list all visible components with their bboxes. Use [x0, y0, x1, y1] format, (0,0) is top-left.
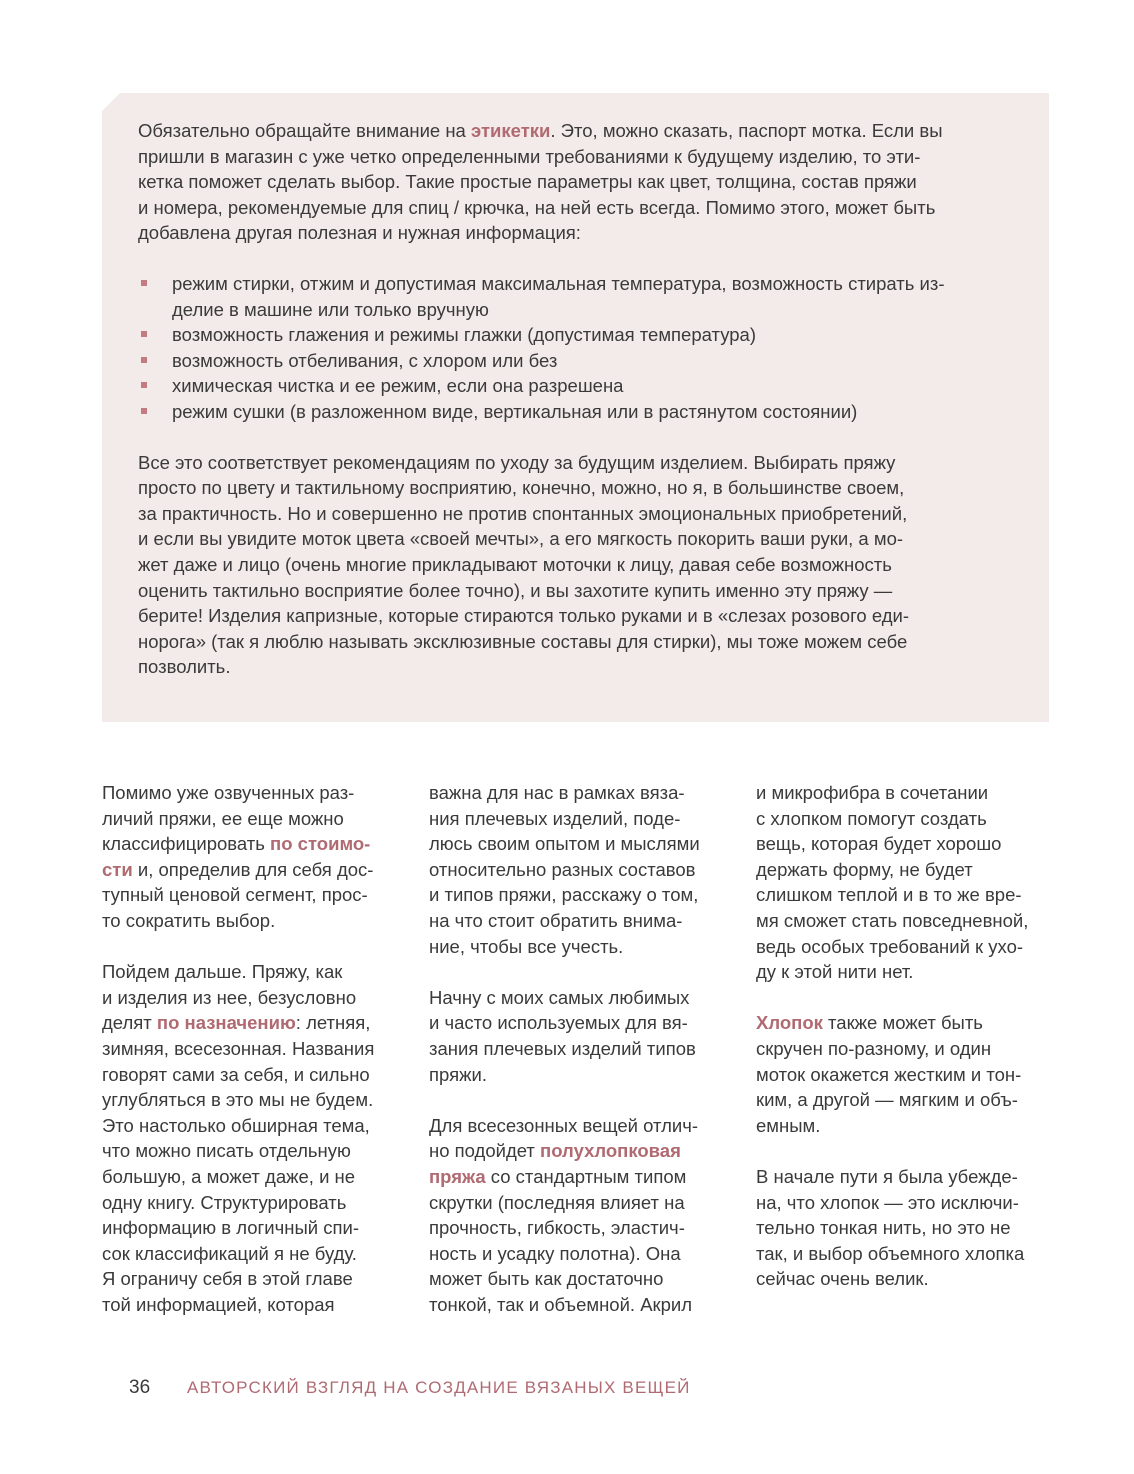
text-line: [756, 1164, 1056, 1190]
text-run: . Это, можно сказать, паспорт мотка. Если вы: [550, 120, 943, 141]
text-run: пришли в магазин с уже четко определенными требованиями к будущему изделию, то эти-: [138, 145, 921, 167]
label-info-list: [138, 271, 1018, 425]
text-line: [138, 118, 1018, 144]
text-line: за практичность. Но и совершенно не против спонтанных эмоциональных приобретений,: [138, 502, 908, 524]
list-item-text: возможность отбеливания, с хлором или без: [172, 349, 558, 371]
text-line: [756, 1036, 1056, 1062]
text-line: [429, 1036, 729, 1062]
list-item-text: возможность глажения и режимы глажки (допустимая температура): [172, 324, 756, 346]
text-line: [102, 908, 402, 934]
text-line: [429, 1164, 729, 1190]
text-line: [429, 831, 729, 857]
text-line: [429, 1292, 729, 1318]
text-line: [138, 195, 1018, 221]
text-run: так, и выбор объемного хлопка: [756, 1242, 1025, 1264]
running-title: АВТОРСКИЙ ВЗГЛЯД НА СОЗДАНИЕ ВЯЗАНЫХ ВЕЩЕЙ: [187, 1378, 691, 1397]
list-item: [138, 322, 1018, 348]
paragraph: [756, 780, 1056, 985]
highlighted-term: Хлопок: [756, 1012, 823, 1034]
text-line: [102, 1113, 402, 1139]
highlighted-term: пряжа: [429, 1165, 486, 1187]
text-line: [756, 1087, 1056, 1113]
text-line: [756, 1190, 1056, 1216]
text-run: ность и усадку полотна). Она: [429, 1242, 681, 1264]
text-line: [429, 985, 729, 1011]
text-run: Пойдем дальше. Пряжу, как: [102, 961, 343, 983]
text-line: норога» (так я люблю называть эксклюзивные составы для стирки), мы тоже можем себе: [138, 630, 908, 652]
list-item: [138, 399, 1018, 425]
text-run: Для всесезонных вещей отлич-: [429, 1114, 699, 1136]
text-line: [429, 857, 729, 883]
text-line: [138, 220, 1018, 246]
highlighted-term: по стоимо-: [270, 833, 371, 855]
text-run: сейчас очень велик.: [756, 1268, 929, 1290]
text-run: на что стоит обратить внима-: [429, 909, 683, 931]
list-item-text: делие в машине или только вручную: [172, 298, 489, 320]
text-line: и если вы увидите моток цвета «своей мечты», а его мягкость покорить ваши руки, а мо-: [138, 528, 904, 550]
list-item: [138, 348, 1018, 374]
paragraph: [756, 1010, 1056, 1138]
text-run: : летняя,: [295, 1012, 371, 1034]
text-run: тупный ценовой сегмент, прос-: [102, 884, 368, 906]
text-run: той информацией, которая: [102, 1293, 335, 1315]
text-run: В начале пути я была убежде-: [756, 1165, 1018, 1187]
box-outro-paragraph: [138, 450, 1018, 680]
text-line: [756, 1010, 1056, 1036]
text-line: [102, 1036, 402, 1062]
text-line: [102, 1087, 402, 1113]
text-line: [756, 1113, 1056, 1139]
text-run: ния плечевых изделий, поде-: [429, 807, 681, 829]
text-line: [102, 806, 402, 832]
text-run: большую, а может даже, и не: [102, 1165, 356, 1187]
text-line: Все это соответствует рекомендациям по уходу за будущим изделием. Выбирать пряжу: [138, 451, 896, 473]
text-run: информацию в логичный спи-: [102, 1217, 360, 1239]
text-run: ду к этой нити нет.: [756, 961, 914, 983]
text-line: [429, 908, 729, 934]
text-line: [102, 882, 402, 908]
text-run: и типов пряжи, расскажу о том,: [429, 884, 699, 906]
text-line: [756, 934, 1056, 960]
text-run: углубляться в это мы не будем.: [102, 1089, 374, 1111]
paragraph: [429, 780, 729, 959]
text-run: личий пряжи, ее еще можно: [102, 807, 344, 829]
text-line: [138, 144, 1018, 170]
text-run: и номера, рекомендуемые для спиц / крючка, на ней есть всегда. Помимо этого, может быть: [138, 196, 936, 218]
text-line: [756, 806, 1056, 832]
text-line: [756, 1241, 1056, 1267]
text-run: то сократить выбор.: [102, 909, 276, 931]
text-column-1: [102, 780, 402, 1317]
text-line: [756, 882, 1056, 908]
highlighted-term: этикетки: [471, 120, 551, 141]
text-run: прочность, гибкость, эластич-: [429, 1217, 685, 1239]
text-run: тонкой, так и объемной. Акрил: [429, 1293, 693, 1315]
text-line: [756, 857, 1056, 883]
text-line: просто по цвету и тактильному восприятию, конечно, можно, но я, в большинстве своем,: [138, 477, 905, 499]
text-run: делят: [102, 1012, 157, 1034]
text-run: и, определив для себя дос-: [132, 858, 374, 880]
highlighted-term: по назначению: [156, 1012, 296, 1034]
text-run: добавлена другая полезная и нужная информация:: [138, 222, 581, 244]
text-line: позволить.: [138, 656, 231, 678]
highlighted-term: полухлопковая: [540, 1140, 681, 1162]
text-line: [429, 1113, 729, 1139]
text-run: мя сможет стать повседневной,: [756, 909, 1029, 931]
text-column-2: [429, 780, 729, 1317]
text-run: и часто используемых для вя-: [429, 1012, 688, 1034]
text-line: берите! Изделия капризные, которые стираются только руками и в «слезах розового еди-: [138, 605, 910, 627]
paragraph: [102, 780, 402, 934]
text-line: [756, 1266, 1056, 1292]
text-line: [756, 831, 1056, 857]
text-line: [429, 1010, 729, 1036]
text-run: говорят сами за себя, и сильно: [102, 1063, 370, 1085]
text-line: оценить тактильно восприятие более точно), и вы захотите купить именно эту пряжу —: [138, 579, 893, 601]
text-line: [429, 1062, 729, 1088]
paragraph: [429, 1113, 729, 1318]
text-line: [102, 985, 402, 1011]
text-run: классифицировать: [102, 833, 271, 855]
text-line: [429, 1138, 729, 1164]
text-line: [429, 1190, 729, 1216]
text-run: что можно писать отдельную: [102, 1140, 351, 1162]
text-run: держать форму, не будет: [756, 858, 973, 880]
text-line: [756, 780, 1056, 806]
text-line: [102, 857, 402, 883]
text-line: [429, 1266, 729, 1292]
text-run: с хлопком помогут создать: [756, 807, 987, 829]
box-intro-paragraph: [138, 118, 1018, 246]
paragraph: [102, 959, 402, 1317]
text-run: кетка поможет сделать выбор. Такие простые параметры как цвет, толщина, состав пряжи: [138, 171, 917, 193]
text-run: пряжи.: [429, 1063, 487, 1085]
list-item: [138, 271, 1018, 322]
text-run: важна для нас в рамках вяза-: [429, 782, 685, 803]
text-run: также может быть: [822, 1012, 983, 1034]
list-item-text: режим стирки, отжим и допустимая максимальная температура, возможность стирать из-: [172, 272, 945, 294]
text-run: скручен по-разному, и один: [756, 1037, 992, 1059]
text-run: относительно разных составов: [429, 858, 696, 880]
text-line: [756, 1062, 1056, 1088]
text-line: жет даже и лицо (очень многие прикладывают моточки к лицу, давая себе возможность: [138, 553, 892, 575]
list-item-text: химическая чистка и ее режим, если она разрешена: [172, 375, 624, 397]
text-run: емным.: [756, 1114, 821, 1136]
text-column-3: [756, 780, 1056, 1292]
text-line: [102, 1010, 402, 1036]
text-line: [102, 1241, 402, 1267]
list-item-text: режим сушки (в разложенном виде, вертикальная или в растянутом состоянии): [172, 400, 858, 422]
text-run: и микрофибра в сочетании: [756, 782, 989, 803]
text-line: [756, 959, 1056, 985]
text-run: одну книгу. Структурировать: [102, 1191, 347, 1213]
page-number: 36: [129, 1377, 151, 1398]
text-run: вещь, которая будет хорошо: [756, 833, 1002, 855]
text-line: [756, 1215, 1056, 1241]
text-line: [102, 1062, 402, 1088]
text-run: Это настолько обширная тема,: [102, 1114, 370, 1136]
text-run: ким, а другой — мягким и объ-: [756, 1089, 1018, 1111]
text-line: [102, 831, 402, 857]
text-line: [429, 1215, 729, 1241]
text-run: ние, чтобы все учесть.: [429, 935, 624, 957]
text-line: [102, 1292, 402, 1318]
text-run: слишком теплой и в то же вре-: [756, 884, 1022, 906]
paragraph: [756, 1164, 1056, 1292]
text-run: моток окажется жестким и тон-: [756, 1063, 1022, 1085]
text-run: может быть как достаточно: [429, 1268, 664, 1290]
text-line: [102, 1138, 402, 1164]
text-run: и изделия из нее, безусловно: [102, 986, 357, 1008]
text-line: [102, 1190, 402, 1216]
text-run: Начну с моих самых любимых: [429, 986, 690, 1008]
text-run: зания плечевых изделий типов: [429, 1037, 696, 1059]
text-run: зимняя, всесезонная. Названия: [102, 1037, 375, 1059]
highlight-box-text: [138, 118, 1018, 680]
text-line: [429, 806, 729, 832]
text-run: ведь особых требований к ухо-: [756, 935, 1024, 957]
text-line: [429, 780, 729, 806]
text-run: со стандартным типом: [485, 1165, 687, 1187]
text-run: люсь своим опытом и мыслями: [429, 833, 700, 855]
text-run: сок классификаций я не буду.: [102, 1242, 357, 1264]
text-line: [102, 1164, 402, 1190]
text-run: скрутки (последняя влияет на: [429, 1191, 685, 1213]
highlighted-term: сти: [102, 858, 133, 880]
text-run: Помимо уже озвученных раз-: [102, 782, 355, 803]
text-line: [102, 959, 402, 985]
text-line: [138, 169, 1018, 195]
text-run: тельно тонкая нить, но это не: [756, 1217, 1011, 1239]
list-item: [138, 373, 1018, 399]
text-line: [756, 908, 1056, 934]
text-run: на, что хлопок — это исключи-: [756, 1191, 1019, 1213]
text-line: [102, 1266, 402, 1292]
text-line: [102, 780, 402, 806]
text-line: [429, 934, 729, 960]
text-run: но подойдет: [429, 1140, 541, 1162]
paragraph: [429, 985, 729, 1087]
text-run: Обязательно обращайте внимание на: [138, 120, 471, 141]
text-line: [429, 882, 729, 908]
text-line: [102, 1215, 402, 1241]
text-run: Я ограничу себя в этой главе: [102, 1268, 353, 1290]
text-line: [429, 1241, 729, 1267]
